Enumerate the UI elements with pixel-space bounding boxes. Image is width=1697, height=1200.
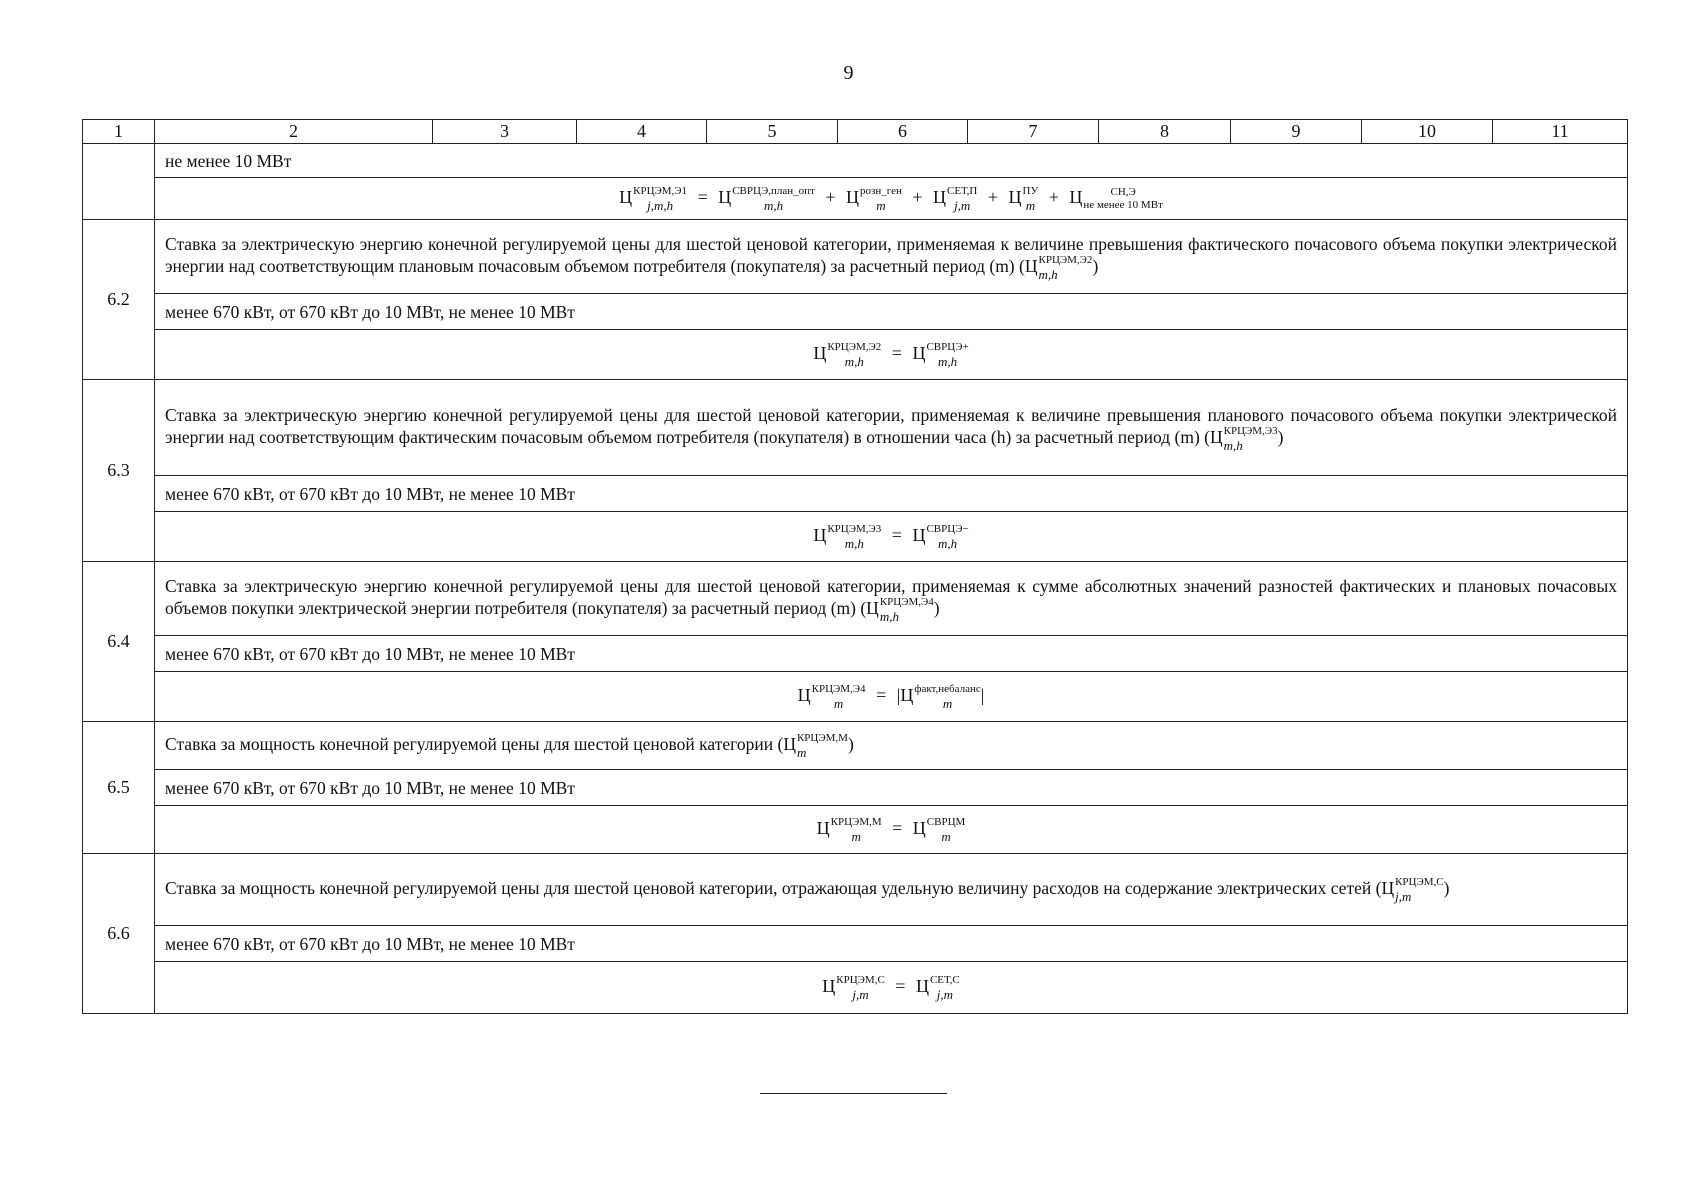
row-number-cell: 6.6: [83, 854, 155, 1014]
column-header: 1: [83, 120, 155, 144]
row-number-cell: [83, 144, 155, 220]
description-cell: Ставка за электрическую энергию конечной регулируемой цены для шестой ценовой категории, применяемая к сумме абсолютных значений разностей фактических и плановых почасовых объемов покупки электрической энергии потребителя (покупателя) за расчетный период (m) (Ц КРЦЭМ,Э4 m,h ): [155, 562, 1628, 636]
row-number-cell: 6.4: [83, 562, 155, 722]
row-number-cell: 6.3: [83, 380, 155, 562]
power-range-cell: менее 670 кВт, от 670 кВт до 10 МВт, не менее 10 МВт: [155, 294, 1628, 330]
table-row: [83, 722, 1628, 770]
row-number-cell: 6.5: [83, 722, 155, 854]
power-range-cell: менее 670 кВт, от 670 кВт до 10 МВт, не менее 10 МВт: [155, 636, 1628, 672]
power-range-cell: менее 670 кВт, от 670 кВт до 10 МВт, не менее 10 МВт: [155, 770, 1628, 806]
table-row: [83, 562, 1628, 636]
formula-cell: Ц КРЦЭМ,Э3 m,h = Ц СВРЦЭ− m,h: [155, 512, 1628, 562]
formula-cell: Ц КРЦЭМ,М m = Ц СВРЦМ m: [155, 806, 1628, 854]
table-row: [83, 672, 1628, 722]
power-range-cell: менее 670 кВт, от 670 кВт до 10 МВт, не менее 10 МВт: [155, 476, 1628, 512]
formula-cell: Ц КРЦЭМ,Э1 j,m,h = Ц СВРЦЭ,план_опт m,h + Ц розн_ген m + Ц СЕТ,П j,m + Ц ПУ m + Ц СН,Э не менее 10 МВт: [155, 178, 1628, 220]
formula-term: Ц СЕТ,П j,m: [933, 184, 978, 213]
formula-term: Ц КРЦЭМ,Э1 j,m,h: [619, 184, 688, 213]
row-number-cell: 6.2: [83, 220, 155, 380]
column-header: 3: [433, 120, 577, 144]
description-cell: Ставка за электрическую энергию конечной регулируемой цены для шестой ценовой категории, применяемая к величине превышения фактического почасового объема покупки электрической энергии над соответствующим плановым почасовым объемом потребителя (покупателя) за расчетный период (m) (Ц КРЦЭМ,Э2 m,h ): [155, 220, 1628, 294]
description-cell: Ставка за мощность конечной регулируемой цены для шестой ценовой категории, отражающая удельную величину расходов на содержание электрических сетей (Ц КРЦЭМ,С j,m ): [155, 854, 1628, 926]
table-row: [83, 330, 1628, 380]
page-number: 9: [843, 62, 854, 84]
table-row: [83, 476, 1628, 512]
table-row: [83, 294, 1628, 330]
table-row: [83, 178, 1628, 220]
table-row: [83, 962, 1628, 1014]
column-header: 11: [1493, 120, 1628, 144]
table-row: [83, 220, 1628, 294]
formula-term: Ц ПУ m: [1008, 184, 1039, 213]
power-range-cell: не менее 10 МВт: [155, 144, 1628, 178]
column-header: 8: [1099, 120, 1231, 144]
description-cell: Ставка за мощность конечной регулируемой цены для шестой ценовой категории (Ц КРЦЭМ,М m ): [155, 722, 1628, 770]
formula-cell: Ц КРЦЭМ,Э2 m,h = Ц СВРЦЭ+ m,h: [155, 330, 1628, 380]
column-header: 5: [707, 120, 838, 144]
formula-term: Ц розн_ген m: [845, 184, 902, 213]
table-row: [83, 636, 1628, 672]
description-cell: Ставка за электрическую энергию конечной регулируемой цены для шестой ценовой категории, применяемая к величине превышения планового почасового объема покупки электрической энергии над соответствующим фактическим почасовым объемом потребителя (покупателя) в отношении часа (h) за расчетный период (m) (Ц КРЦЭМ,Э3 m,h ): [155, 380, 1628, 476]
formula-term: Ц СН,Э не менее 10 МВт: [1069, 185, 1163, 211]
power-range-cell: менее 670 кВт, от 670 кВт до 10 МВт, не менее 10 МВт: [155, 926, 1628, 962]
table-row: [83, 854, 1628, 926]
table-row: [83, 144, 1628, 178]
column-header: 7: [968, 120, 1099, 144]
column-number-header-row: [83, 120, 1628, 144]
table-row: [83, 770, 1628, 806]
column-header: 10: [1362, 120, 1493, 144]
table-row: [83, 512, 1628, 562]
tariff-table: [82, 119, 1628, 1014]
formula-cell: Ц КРЦЭМ,Э4 m = |Ц факт,небаланс m |: [155, 672, 1628, 722]
table-row: [83, 806, 1628, 854]
table-row: [83, 926, 1628, 962]
column-header: 9: [1231, 120, 1362, 144]
formula-term: Ц СВРЦЭ,план_опт m,h: [718, 184, 815, 213]
column-header: 2: [155, 120, 433, 144]
table-row: [83, 380, 1628, 476]
footer-separator-line: [760, 1093, 947, 1094]
formula-cell: Ц КРЦЭМ,С j,m = Ц СЕТ,С j,m: [155, 962, 1628, 1014]
column-header: 4: [577, 120, 707, 144]
column-header: 6: [838, 120, 968, 144]
